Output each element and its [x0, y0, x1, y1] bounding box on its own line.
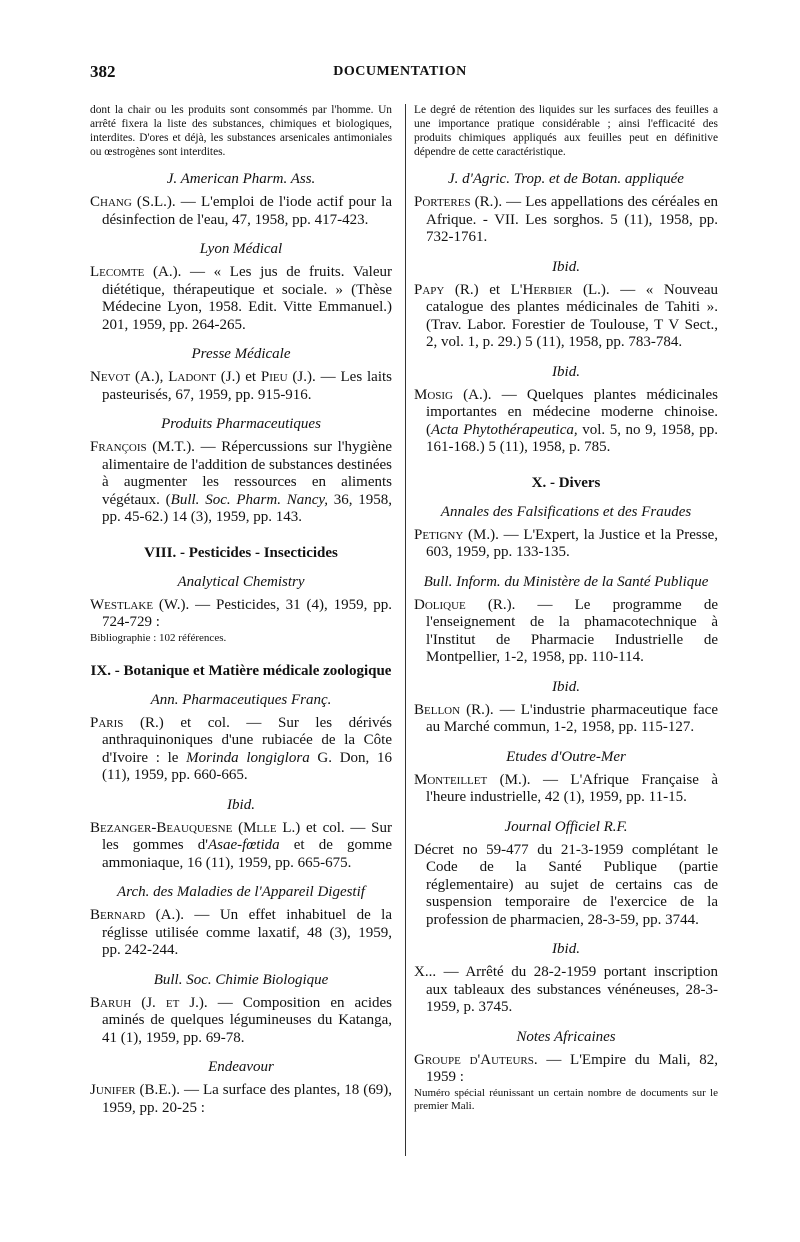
journal-heading: Etudes d'Outre-Mer — [506, 748, 626, 765]
bibliography-entry — [414, 527, 718, 562]
journal-heading: Bull. Inform. du Ministère de la Santé Publique — [423, 573, 709, 590]
bibliography-entry: Décret no 59-477 du 21-3-1959 complétant le Code de la Santé Publique (partie réglementaire) au sujet de certains cas de suspension temporaire de l'exercice de la profession de pharmacien, 28-3-59, pp. 3744. — [414, 841, 718, 928]
entry-author: L'Herbier (L.). — [510, 281, 610, 298]
entry-text: — Pesticides, 31 (4), 1959, pp. 724-729 : — [102, 596, 393, 630]
entry-author: Westlake (W.). — [90, 596, 190, 613]
continued-text: Le degré de rétention des liquides sur les surfaces des feuilles a une importance pratique considérable ; ainsi l'efficacité des produits chimiques appliqués aux feuilles peut en définitive dépendre de cette caractéristique. — [414, 104, 718, 158]
entry-author: Baruh (J. et J.). — [90, 994, 208, 1011]
bibliography-entry — [414, 772, 718, 807]
entry-source: Acta Phytothérapeutica, — [431, 421, 578, 438]
journal-heading: Ibid. — [552, 678, 580, 695]
bibliography-entry — [414, 597, 718, 667]
entry-author: Ladont (J.) — [163, 369, 241, 385]
bibliography-entry — [414, 387, 718, 457]
entry-text: — Composition en acides aminés de quelques légumineuses du Katanga, 41 (1), 1959, pp. 69-78. — [102, 994, 392, 1046]
entry-author: Mosig (A.). — [414, 386, 492, 403]
entry-text: 36, 1958, pp. 45-62.) 14 (3), 1959, pp. 143. — [102, 491, 393, 525]
entry-text: et col. — Sur les gommes d' — [102, 819, 392, 853]
journal-heading: Notes Africaines — [516, 1028, 616, 1045]
entry-species: Morinda longiglora — [186, 749, 310, 766]
entry-text: G. Don, 16 (11), 1959, pp. 660-665. — [102, 749, 392, 783]
entry-text: — « Les jus de fruits. Valeur diététique, thérapeutique et sociale. » (Thèse Médecine Lyon, 1958. Edit. Vitte Emmanuel.) 201, 1959, pp. 264-265. — [102, 264, 392, 333]
running-title: DOCUMENTATION — [333, 64, 467, 79]
bibliography-entry — [90, 597, 392, 645]
bibliography-entry — [90, 194, 392, 229]
entry-author: François (M.T.). — [90, 439, 195, 455]
bibliography-entry — [414, 194, 718, 247]
bibliography-entry — [90, 715, 392, 785]
bibliography-entry — [90, 995, 392, 1048]
entry-text: — L'Afrique Française à l'heure industrielle, 42 (1), 1959, pp. 11-15. — [426, 771, 718, 805]
entry-text: — L'Expert, la Justice et la Presse, 603, 1959, pp. 133-135. — [426, 526, 718, 560]
page-header — [90, 62, 710, 86]
right-column — [414, 103, 718, 1125]
entry-author: Lecomte (A.). — [90, 264, 182, 280]
journal-heading: J. d'Agric. Trop. et de Botan. appliquée — [448, 171, 684, 187]
bibliography-entry — [414, 702, 718, 737]
entry-text: vol. 5, no 9, 1958, pp. 161-168.) 5 (11), 1958, p. 785. — [426, 421, 718, 455]
entry-author: Bellon (R.). — [414, 701, 494, 718]
journal-heading: Ibid. — [552, 258, 580, 275]
entry-text: — « Nouveau catalogue des plantes médicinales de Tahiti ». (Trav. Labor. Forestier de Toulouse, T V Sect., 2, vol. 1, p. 29.) 5 (11), 1958, pp. 783-784. — [426, 281, 719, 350]
page-number: 382 — [90, 62, 116, 81]
entry-note: Bibliographie : 102 références. — [90, 631, 227, 644]
entry-note: Numéro spécial réunissant un certain nombre de documents sur le premier Mali. — [414, 1086, 718, 1112]
entry-author: Bernard (A.). — [90, 907, 184, 923]
journal-heading: Presse Médicale — [191, 346, 291, 362]
bibliography-entry — [90, 1082, 392, 1117]
entry-author: Nevot (A.), — [90, 369, 164, 385]
entry-author: Groupe d'Auteurs. — [414, 1051, 538, 1068]
entry-author: Paris (R.) — [90, 714, 164, 731]
entry-text: — L'industrie pharmaceutique face au Marché commun, 1-2, 1958, pp. 115-127. — [426, 701, 718, 735]
bibliography-entry — [414, 282, 718, 352]
entry-author: Bezanger-Beauquesne (Mlle L.) — [90, 819, 301, 836]
entry-author: Petigny (M.). — [414, 526, 499, 543]
journal-heading: Annales des Falsifications et des Fraudes — [440, 503, 692, 520]
journal-heading: Produits Pharmaceutiques — [161, 416, 321, 432]
journal-heading: Lyon Médical — [199, 241, 283, 257]
section-heading: X. - Divers — [531, 474, 601, 491]
entry-source: Bull. Soc. Pharm. Nancy, — [170, 491, 328, 508]
entry-text: — Le programme de l'enseignement de la phamacotechnique à l'Institut de Pharmacie Industrielle de Montpellier, 1-2, 1958, pp. 110-114. — [426, 596, 718, 665]
entry-text: — Les laits pasteurisés, 67, 1959, pp. 915-916. — [102, 369, 393, 403]
bibliography-entry — [414, 1052, 718, 1113]
journal-heading: Endeavour — [208, 1059, 274, 1075]
bibliography-entry — [90, 820, 392, 873]
bibliography-entry — [90, 907, 392, 960]
bibliography-entry — [90, 439, 392, 527]
journal-heading: Journal Officiel R.F. — [504, 818, 628, 835]
column-divider — [405, 104, 406, 1156]
journal-heading: Ibid. — [552, 941, 580, 957]
entry-text: — Quelques plantes médicinales importantes en médecine moderne chinoise. ( — [426, 386, 718, 438]
entry-text: — L'Empire du Mali, 82, 1959 : — [426, 1051, 718, 1085]
entry-text: — Répercussions sur l'hygiène alimentaire de l'addition de substances destinées à augmenter les ressources en aliments végétaux. ( — [102, 439, 392, 508]
entry-author: Pieu (J.). — [260, 369, 316, 385]
journal-heading: Arch. des Maladies de l'Appareil Digestif — [117, 884, 365, 900]
journal-heading: Bull. Soc. Chimie Biologique — [153, 971, 329, 988]
journal-heading: Ibid. — [552, 363, 580, 380]
entry-text: — La surface des plantes, 18 (69), 1959, pp. 20-25 : — [102, 1082, 392, 1116]
entry-author: Dolique (R.). — [414, 596, 516, 613]
bibliography-entry: X... — Arrêté du 28-2-1959 portant inscription aux tableaux des substances vénéneuses, 28-3-1959, p. 3745. — [414, 964, 718, 1015]
bibliography-entry — [90, 369, 392, 404]
journal-heading: J. American Pharm. Ass. — [166, 171, 316, 187]
journal-heading: Ibid. — [227, 796, 255, 813]
entry-text: et — [240, 369, 261, 385]
entry-author: Papy (R.) — [414, 281, 479, 298]
entry-species: Asae-fœtida — [207, 837, 280, 853]
entry-text: — L'emploi de l'iode actif pour la désinfection de l'eau, 47, 1958, pp. 417-423. — [102, 194, 392, 228]
section-heading: IX. - Botanique et Matière médicale zoologique — [90, 662, 392, 679]
entry-text: — Les appellations des céréales en Afrique. - VII. Les sorghos. 5 (11), 1958, pp. 732-1761. — [426, 194, 718, 245]
left-column — [90, 103, 392, 1129]
entry-author: Junifer (B.E.). — [90, 1082, 180, 1098]
entry-author: Porteres (R.). — [414, 194, 503, 210]
entry-text: et de gomme ammoniaque, 16 (11), 1959, pp. 665-675. — [102, 837, 392, 871]
entry-author: Chang (S.L.). — [90, 194, 176, 210]
bibliography-entry — [90, 264, 392, 334]
section-heading: VIII. - Pesticides - Insecticides — [144, 544, 338, 561]
entry-text: — Un effet inhabituel de la réglisse utilisée comme laxatif, 48 (3), 1959, pp. 242-244. — [102, 907, 392, 958]
continued-text: dont la chair ou les produits sont consommés par l'homme. Un arrêté fixera la liste des substances, chimiques et biologiques, interdites. D'ores et déjà, les substances arsenicales antimoniales ou œstrogènes sont interdites. — [90, 104, 392, 158]
entry-text: et — [478, 281, 511, 298]
journal-heading: Analytical Chemistry — [177, 573, 305, 590]
entry-author: Monteillet (M.). — [414, 771, 531, 788]
entry-text: et col. — Sur les dérivés anthraquinoniques d'une rubiacée de la Côte d'Ivoire : le — [102, 714, 393, 766]
journal-heading: Ann. Pharmaceutiques Franç. — [150, 691, 332, 708]
